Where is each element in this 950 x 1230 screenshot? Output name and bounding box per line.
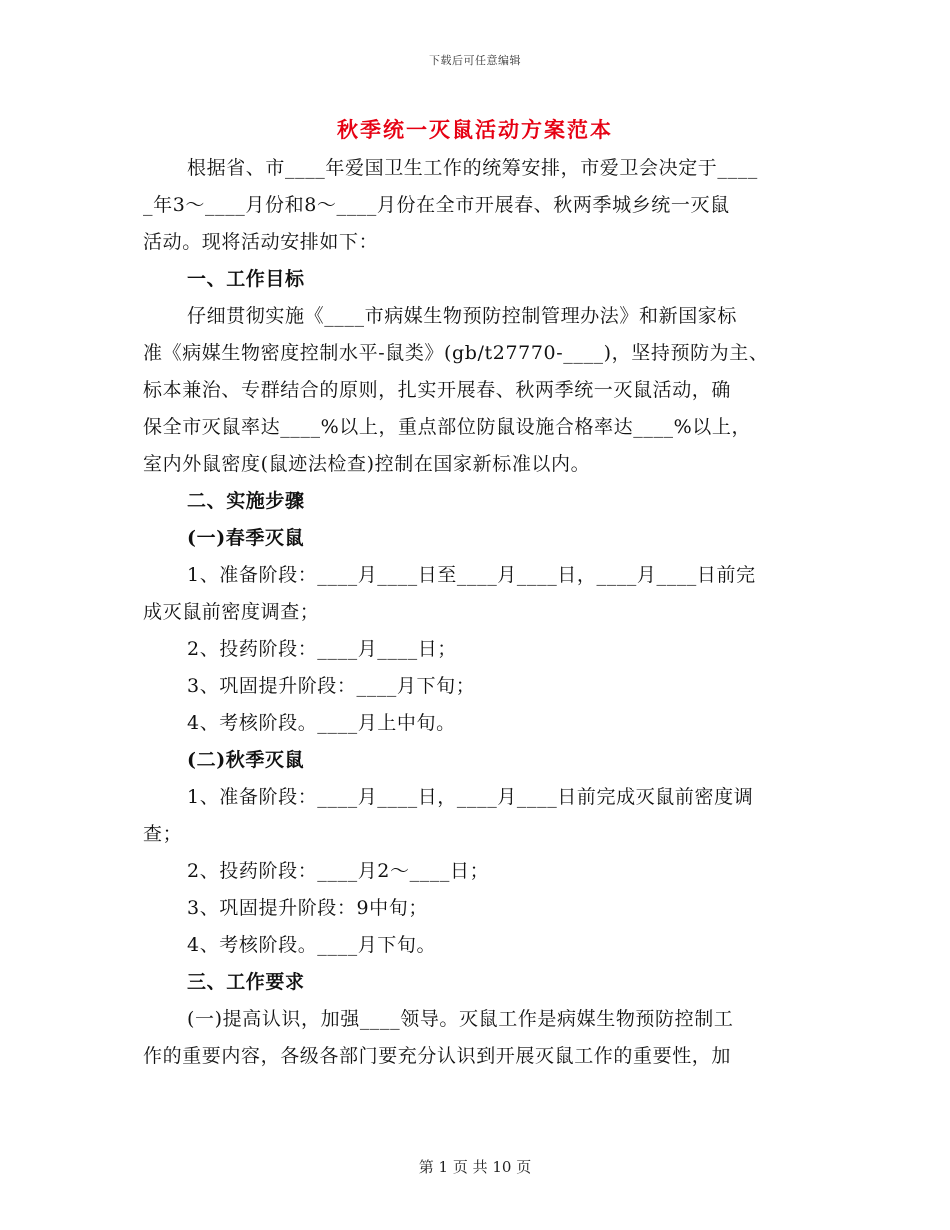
paragraph-line: 活动。现将活动安排如下：: [143, 231, 379, 253]
paragraph-line: 作的重要内容，各级各部门要充分认识到开展灭鼠工作的重要性，加: [143, 1045, 732, 1067]
paragraph-line: 4、考核阶段。____月上中旬。: [187, 712, 456, 734]
paragraph-line: _年3～____月份和8～____月份在全市开展春、秋两季城乡统一灭鼠: [143, 194, 730, 216]
page-number: 第 1 页 共 10 页: [418, 1158, 532, 1176]
paragraph-line: (一)提高认识，加强____领导。灭鼠工作是病媒生物预防控制工: [187, 1008, 734, 1030]
paragraph-line: 2、投药阶段：____月2～____日；: [187, 860, 490, 882]
paragraph-line: 3、巩固提升阶段：9中旬；: [187, 897, 428, 919]
paragraph-line: 准《病媒生物密度控制水平-鼠类》(gb/t27770-____)，坚持预防为主、: [143, 342, 769, 364]
paragraph-line: 保全市灭鼠率达____%以上，重点部位防鼠设施合格率达____%以上，: [143, 416, 752, 438]
section-heading: 一、工作目标: [187, 268, 305, 290]
section-heading: 三、工作要求: [187, 971, 305, 993]
paragraph-line: 根据省、市____年爱国卫生工作的统筹安排，市爱卫会决定于____: [187, 157, 758, 179]
section-heading: (一)春季灭鼠: [187, 527, 305, 549]
paragraph-line: 1、准备阶段：____月____日至____月____日，____月____日前完: [187, 564, 756, 586]
paragraph-line: 室内外鼠密度(鼠迹法检查)控制在国家新标准以内。: [143, 453, 591, 475]
paragraph-line: 标本兼治、专群结合的原则，扎实开展春、秋两季统一灭鼠活动，确: [143, 379, 732, 401]
paragraph-line: 仔细贯彻实施《____市病媒生物预防控制管理办法》和新国家标: [187, 305, 738, 327]
paragraph-line: 成灭鼠前密度调查；: [143, 601, 320, 623]
paragraph-line: 查；: [143, 823, 183, 845]
paragraph-line: 1、准备阶段：____月____日，____月____日前完成灭鼠前密度调: [187, 786, 754, 808]
section-heading: 二、实施步骤: [187, 490, 305, 512]
document-title: 秋季统一灭鼠活动方案范本: [337, 117, 613, 142]
paragraph-line: 3、巩固提升阶段：____月下旬；: [187, 675, 476, 697]
paragraph-line: 4、考核阶段。____月下旬。: [187, 934, 437, 956]
header-note: 下载后可任意编辑: [429, 54, 521, 67]
section-heading: (二)秋季灭鼠: [187, 749, 305, 771]
document-body: [143, 150, 807, 1075]
paragraph-line: 2、投药阶段：____月____日；: [187, 638, 457, 660]
